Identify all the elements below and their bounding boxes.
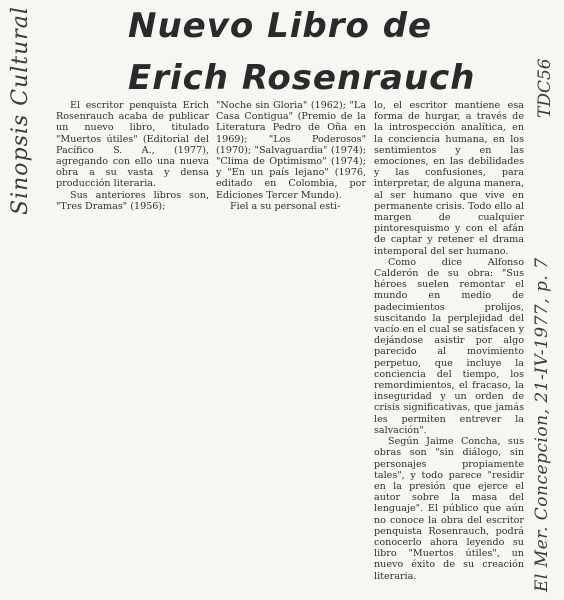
col3-paragraph-2: Como dice Alfonso Calderón de su obra: "Sus héroes suelen remontar el mundo en medio de padecimientos prolijos, suscitando la perplejidad del vacío en el cual se satisfacen y dejándose asistir por algo parecido al movimiento perpetuo, que incluye la conciencia del tiempo, los remordimientos, el fracaso, la inseguridad y un orden de crisis significativas, que jamás les permiten entrever la salvación". bbox=[374, 256, 524, 436]
col1-paragraph-1: El escritor penquista Erich Rosenrauch acaba de publicar un nuevo libro, titulado "Muertos útiles" (Editorial del Pacífico S. A., (1977), agregando con ello una nueva obra a su vasta y densa producción literaria. bbox=[56, 100, 209, 190]
headline-line-1: Nuevo Libro de bbox=[128, 6, 433, 46]
col2-paragraph-2: Fiel a su personal esti- bbox=[230, 200, 341, 212]
col3-paragraph-1: lo, el escritor mantiene esa forma de hurgar, a través de la introspección analítica, en la conciencia humana, en los sentimientos y en las emociones, en las debilidades y las confusiones, para interpretar, de alguna manera, al ser humano que vive en permanente crisis. Todo ello al margen de cualquier pintoresquismo y con el afán de captar y retener el drama intemporal del ser humano. bbox=[374, 100, 524, 257]
col1-paragraph-2: Sus anteriores libros son, "Tres Dramas" (1956); bbox=[56, 189, 209, 212]
col2-paragraph-1: "Noche sin Gloria" (1962); "La Casa Contigua" (Premio de la Literatura Pedro de Oña en 1969); "Los Poderosos" (1970); "Salvaguardia" (1974); "Clima de Optimismo" (1974); y "En un país lejano" (1976, editado en Colombia, por Ediciones Tercer Mundo). bbox=[216, 100, 366, 201]
article-column-3 bbox=[374, 100, 524, 582]
handwritten-source-note: El Mer. Concepcion, 21-IV-1977, p. 7 bbox=[532, 257, 552, 592]
handwritten-archive-code: TDC56 bbox=[535, 58, 555, 118]
col3-paragraph-3: Según Jaime Concha, sus obras son "sin diálogo, sin personajes propiamente tales", y todo parece "residir en la presión que ejerce el autor sobre la masa del lenguaje". El público que aún no conoce la obra del escritor penquista Rosenrauch, podrá conocerlo ahora leyendo su libro "Muertos útiles", un nuevo éxito de su creación literaria. bbox=[374, 436, 524, 582]
handwritten-section-note: Sinopsis Cultural bbox=[8, 6, 33, 215]
article-column-1 bbox=[56, 100, 209, 212]
article-column-2 bbox=[216, 100, 366, 212]
headline-line-2: Erich Rosenrauch bbox=[128, 58, 476, 98]
